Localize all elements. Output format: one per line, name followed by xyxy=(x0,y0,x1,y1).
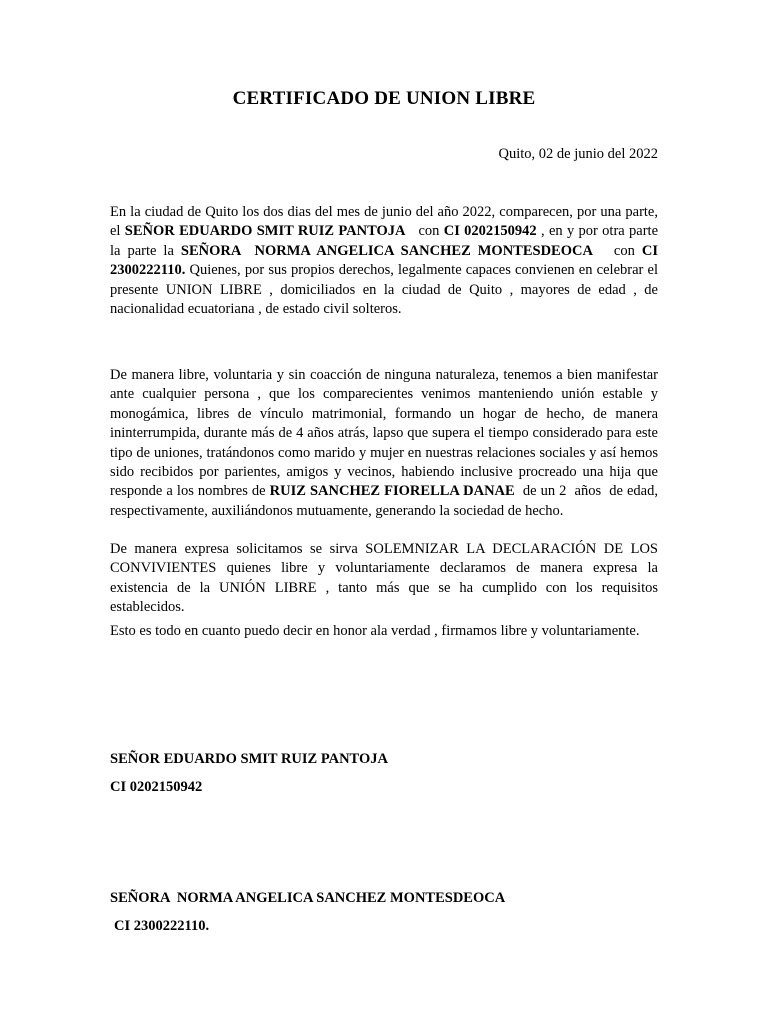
party2-id: CI 2300222110. xyxy=(110,242,658,279)
paragraph-text: De manera libre, voluntaria y sin coacción de ninguna naturaleza, tenemos a bien manifestar ante cualquier persona , que los comparecientes venimos manteniendo unión estable y monogámica, libres de vínculo matrimonial, formando un hogar de hecho, de manera ininterrumpida, durante más de 4 años atrás, lapso que supera el tiempo considerado para este tipo de uniones, tratándonos como marido y mujer en nuestras relaciones sociales y así hemos sido recibidos por parientes, amigos y vecinos, habiendo inclusive procreado una hija que responde a los nombres de xyxy=(110,367,658,500)
paragraph-text: con xyxy=(592,242,642,259)
child-name: RUIZ SANCHEZ FIORELLA DANAE xyxy=(269,483,515,500)
signature-id-1: CI 0202150942 xyxy=(110,779,203,795)
paragraph-text: Quienes, por sus propios derechos, legalmente capaces convienen en celebrar el presente UNION LIBRE , domiciliados en la ciudad de Quito , mayores de edad , de nacionalidad ecuatoriana , de estado civil solteros. xyxy=(110,262,658,318)
paragraph-cierre: Esto es todo en cuanto puedo decir en honor ala verdad , firmamos libre y voluntariamente. xyxy=(110,623,640,639)
paragraph-text: de un 2 años de edad, respectivamente, auxiliándonos mutuamente, generando la sociedad de hecho. xyxy=(110,483,662,519)
paragraph-text: con xyxy=(405,223,444,240)
paragraph-declaracion xyxy=(110,366,662,521)
date-line: Quito, 02 de junio del 2022 xyxy=(498,146,658,162)
document-title: CERTIFICADO DE UNION LIBRE xyxy=(232,88,536,109)
paragraph-comparecientes xyxy=(110,203,658,319)
paragraph-text: En la ciudad de Quito los dos dias del mes de junio del año 2022, comparecen, por una parte, el xyxy=(110,204,658,240)
party2-name: SEÑORA NORMA ANGELICA SANCHEZ MONTESDEOCA xyxy=(180,242,593,259)
signature-name-1: SEÑOR EDUARDO SMIT RUIZ PANTOJA xyxy=(110,751,388,767)
paragraph-solicitud: De manera expresa solicitamos se sirva SOLEMNIZAR LA DECLARACIÓN DE LOS CONVIVIENTES quienes libre y voluntariamente declaramos de manera expresa la existencia de la UNIÓN LIBRE , tanto más que se ha cumplido con los requisitos establecidos. xyxy=(110,541,658,616)
party1-id: CI 0202150942 xyxy=(443,223,537,240)
party1-name: SEÑOR EDUARDO SMIT RUIZ PANTOJA xyxy=(124,223,406,240)
signature-name-2: SEÑORA NORMA ANGELICA SANCHEZ MONTESDEOCA xyxy=(110,890,506,906)
signature-id-2: CI 2300222110. xyxy=(114,918,210,934)
paragraph-text: , en y por otra parte la parte la xyxy=(110,223,659,259)
